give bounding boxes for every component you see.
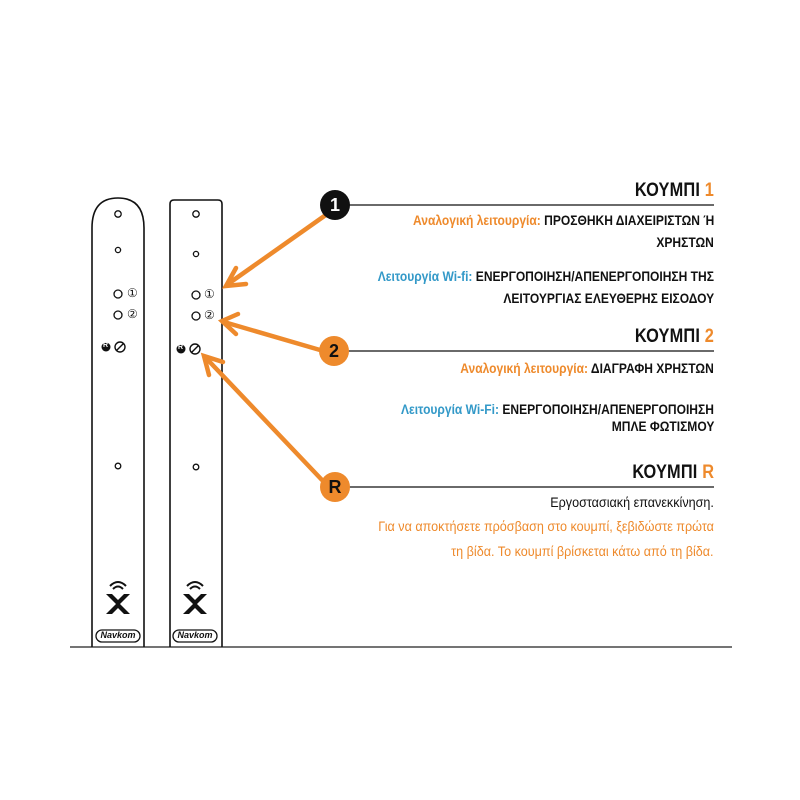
analog-line-2 [461, 360, 714, 376]
device-left-label-2: ② [127, 307, 138, 321]
heading-button-2 [635, 326, 714, 348]
reset-desc-3: τη βίδα. Το κουμπί βρίσκεται κάτω από τη βίδα. [451, 543, 714, 559]
wifi-line-1 [378, 268, 714, 284]
wifi-line-2b: ΜΠΛΕ ΦΩΤΙΣΜΟΥ [611, 418, 714, 434]
heading-button-1 [635, 180, 714, 202]
wifi-text: ΕΝΕΡΓΟΠΟΙΗΣΗ/ΑΠΕΝΕΡΓΟΠΟΙΗΣΗ ΤΗΣ [475, 268, 714, 284]
wifi-label: Λειτουργία Wi-fi: [377, 268, 473, 284]
device-left-label-1: ① [127, 286, 138, 300]
analog-line-1 [413, 212, 714, 228]
device-left-r: R [103, 342, 109, 349]
analog-label: Αναλογική λειτουργία: [460, 360, 589, 376]
device-right-label-1: ① [204, 287, 215, 301]
brand-text-right: Navkom [177, 630, 213, 640]
reset-desc-2: Για να αποκτήσετε πρόσβαση στο κουμπί, ξεβιδώστε πρώτα [378, 518, 714, 534]
wifi-line-1b: ΛΕΙΤΟΥΡΓΙΑΣ ΕΛΕΥΘΕΡΗΣ ΕΙΣΟΔΟΥ [503, 290, 714, 306]
badge-r-label: R [328, 477, 342, 497]
analog-label: Αναλογική λειτουργία: [412, 212, 541, 228]
analog-line-1b: ΧΡΗΣΤΩΝ [656, 234, 714, 250]
wifi-text: ΕΝΕΡΓΟΠΟΙΗΣΗ/ΑΠΕΝΕΡΓΟΠΟΙΗΣΗ [502, 401, 714, 417]
badge-1-label: 1 [329, 195, 340, 215]
heading-prefix: ΚΟΥΜΠΙ [634, 180, 701, 201]
wifi-label: Λειτουργία Wi-Fi: [401, 401, 500, 417]
brand-text-left: Navkom [100, 630, 136, 640]
heading-num: R [702, 462, 714, 483]
device-right-r: R [178, 344, 184, 351]
heading-prefix: ΚΟΥΜΠΙ [632, 462, 698, 483]
wifi-hand-icon [106, 582, 130, 614]
device-right-label-2: ② [204, 308, 215, 322]
wifi-line-2 [401, 401, 714, 417]
analog-text: ΠΡΟΣΘΗΚΗ ΔΙΑΧΕΙΡΙΣΤΩΝ Ή [543, 212, 714, 228]
reset-desc-1: Εργοστασιακή επανεκκίνηση. [550, 494, 714, 510]
badge-2-label: 2 [328, 341, 339, 361]
wifi-hand-icon [183, 582, 207, 614]
heading-num: 2 [704, 326, 714, 347]
heading-button-r [632, 462, 714, 484]
arrow-icon [226, 212, 330, 286]
device-left [92, 198, 144, 647]
arrow-icon [222, 314, 320, 350]
heading-prefix: ΚΟΥΜΠΙ [634, 326, 701, 347]
analog-text: ΔΙΑΓΡΑΦΗ ΧΡΗΣΤΩΝ [591, 360, 714, 376]
heading-num: 1 [704, 180, 714, 201]
device-right [170, 200, 222, 647]
